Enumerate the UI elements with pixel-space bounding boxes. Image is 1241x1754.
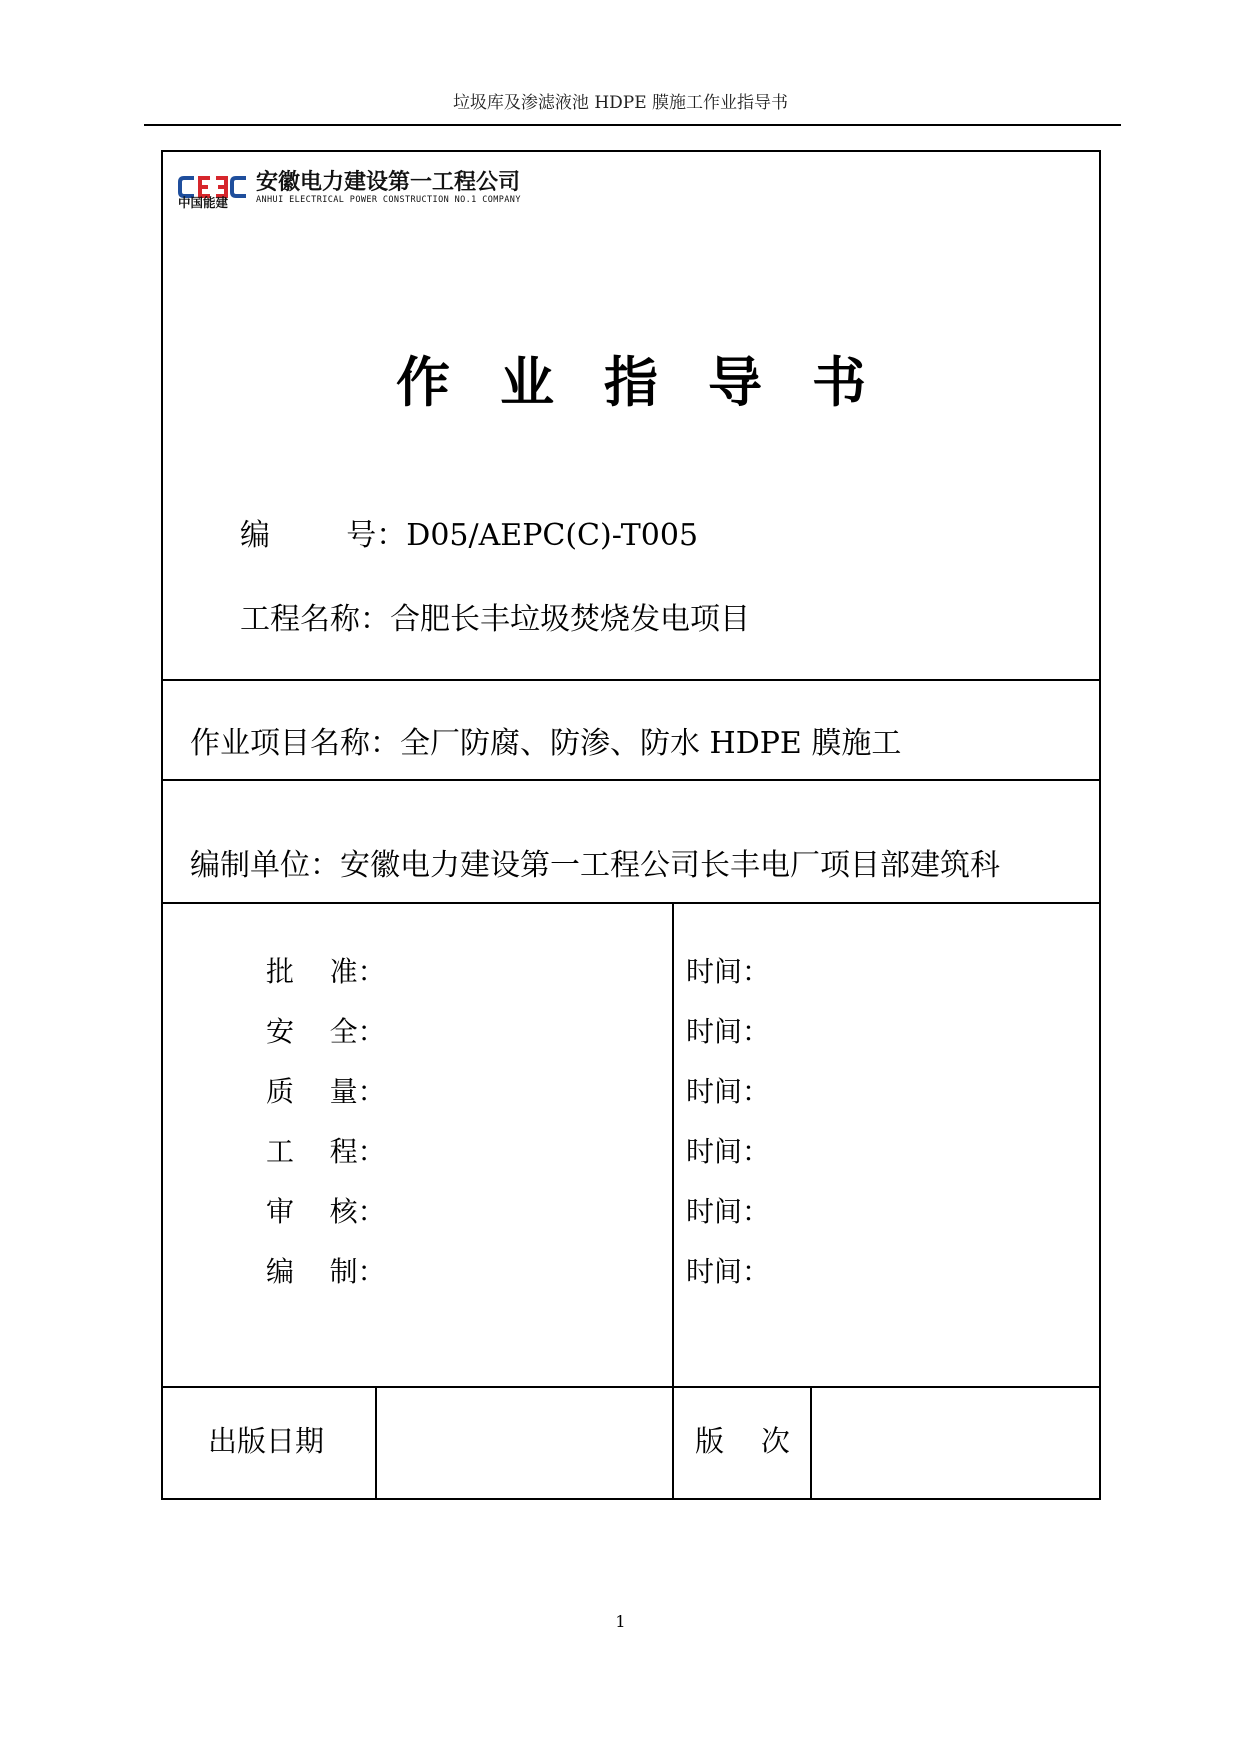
project-name-value: 合肥长丰垃圾焚烧发电项目 xyxy=(390,602,750,637)
signature-time-label: 时间： xyxy=(686,1075,771,1108)
doc-number-label: 编 号： xyxy=(240,518,407,553)
signature-time-label: 时间： xyxy=(686,1195,771,1228)
signature-role: 质 量： xyxy=(266,1075,386,1108)
section-divider xyxy=(161,902,1101,904)
work-item-label: 作业项目名称： xyxy=(190,726,400,761)
work-item-row xyxy=(190,718,901,762)
signature-role: 安 全： xyxy=(266,1015,386,1048)
signature-role: 批 准： xyxy=(266,955,386,988)
logo-subtitle: 中国能建 xyxy=(178,195,229,210)
column-divider xyxy=(375,1386,377,1498)
company-name-cn: 安徽电力建设第一工程公司 xyxy=(256,170,521,195)
project-name-row xyxy=(240,594,750,638)
header-divider xyxy=(144,124,1121,126)
work-item-value: 全厂防腐、防渗、防水 HDPE 膜施工 xyxy=(400,726,902,761)
version-label: 版 次 xyxy=(695,1424,790,1458)
doc-number-row xyxy=(240,510,698,554)
doc-number-value: D05/AEPC(C)-T005 xyxy=(406,518,699,553)
document-title: 作业指导书 xyxy=(396,351,916,414)
company-logo xyxy=(178,164,548,212)
section-divider xyxy=(161,1386,1101,1388)
signature-role: 审 核： xyxy=(266,1195,386,1228)
company-name-en: ANHUI ELECTRICAL POWER CONSTRUCTION NO.1 COMPANY xyxy=(256,195,521,205)
compiler-unit-value: 安徽电力建设第一工程公司长丰电厂项目部建筑科 xyxy=(340,848,1000,883)
publish-date-label: 出版日期 xyxy=(208,1424,325,1458)
page-number: 1 xyxy=(615,1612,626,1631)
page-header: 垃圾库及渗滤液池 HDPE 膜施工作业指导书 xyxy=(452,93,789,113)
signature-time-label: 时间： xyxy=(686,1135,771,1168)
project-name-label: 工程名称： xyxy=(240,602,390,637)
signature-time-label: 时间： xyxy=(686,1255,771,1288)
column-divider xyxy=(810,1386,812,1498)
compiler-unit-row xyxy=(190,840,1000,884)
signature-role: 编 制： xyxy=(266,1255,386,1288)
signature-role: 工 程： xyxy=(266,1135,386,1168)
section-divider xyxy=(161,679,1101,681)
compiler-unit-label: 编制单位： xyxy=(190,848,340,883)
section-divider xyxy=(161,779,1101,781)
signature-time-label: 时间： xyxy=(686,955,771,988)
signature-time-label: 时间： xyxy=(686,1015,771,1048)
column-divider xyxy=(672,902,674,1498)
